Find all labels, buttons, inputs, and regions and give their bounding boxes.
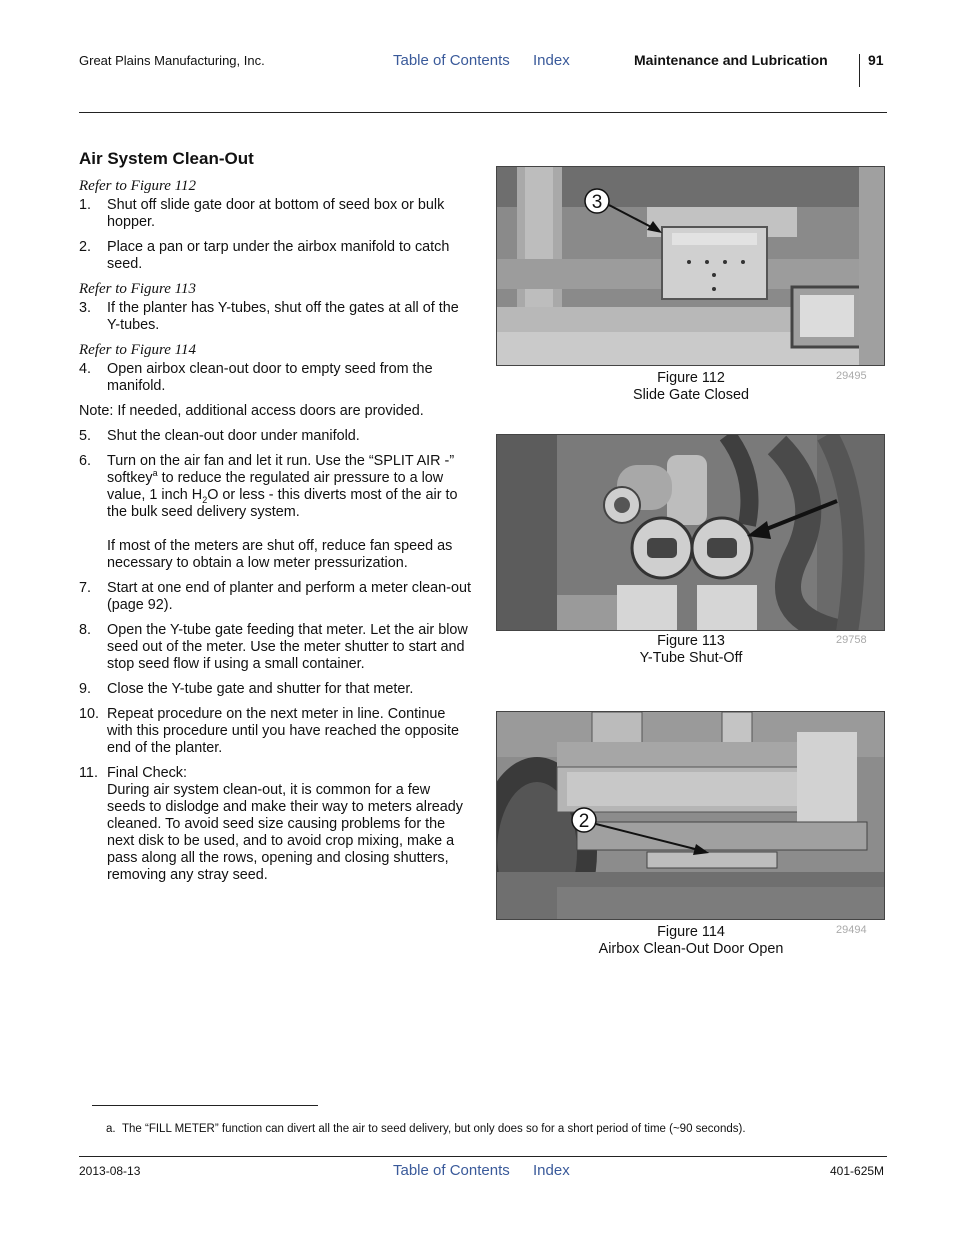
step-number: 7. [79, 580, 92, 596]
figure-112-callout: 3 [591, 192, 603, 213]
header-rule [79, 112, 887, 113]
step-text: Close the Y-tube gate and shutter for that meter. [107, 681, 414, 697]
step-text: Place a pan or tarp under the airbox manifold to catch seed. [107, 239, 450, 272]
figure-113-label: Figure 113 [657, 633, 725, 649]
step-number: 10. [79, 706, 100, 722]
figure-112-title: Slide Gate Closed [633, 387, 749, 403]
footnote [106, 1123, 746, 1135]
document-number: 401-625M [830, 1164, 885, 1178]
list-item [79, 622, 471, 673]
list-item [79, 706, 471, 757]
figure-112-number: 29495 [836, 370, 867, 382]
figure-112-photo [496, 166, 885, 366]
index-link[interactable]: Index [533, 52, 570, 69]
step-text: Repeat procedure on the next meter in line. Continue with this procedure until you have reached the opposite end of the planter. [107, 706, 459, 756]
footnote-letter: a. [106, 1123, 116, 1135]
step-number: 6. [79, 453, 92, 469]
list-item [79, 580, 471, 614]
step-text: During air system clean-out, it is common for a few seeds to dislodge and make their way to meters already cleaned. To avoid seed size causing problems for the next disk to be used, and to avoid crop mixing, make a pass along all the rows, opening and closing shutters, removing any stray seed. [107, 782, 463, 883]
page-title: Air System Clean-Out [79, 149, 254, 168]
list-item [79, 428, 471, 445]
list-item [79, 681, 471, 698]
step-text: Shut the clean-out door under manifold. [107, 428, 360, 444]
step-text: Turn on the air fan and let it run. Use the “SPLIT AIR -” softkey$^a$ to reduce the regulated air pressure to a low value, 1 inch $H_2O$ or less - this diverts most of the air to the bulk seed delivery system. [107, 453, 458, 520]
footnote-rule [92, 1105, 318, 1106]
step-number: 1. [79, 197, 92, 213]
step-number: 3. [79, 300, 92, 316]
page-number: 91 [868, 52, 884, 68]
list-item [79, 361, 471, 395]
figure-113-caption [496, 633, 886, 667]
footer-index-link[interactable]: Index [533, 1162, 570, 1179]
figure-reference[interactable]: Refer to Figure 113 [79, 281, 197, 297]
step-text: Open the Y-tube gate feeding that meter. Let the air blow seed out of the meter. Use the meter shutter to start and stop seed flow if using a small container. [107, 622, 468, 672]
figure-113-number: 29758 [836, 634, 867, 646]
figure-114-photo [496, 711, 885, 920]
step-text: Start at one end of planter and perform a meter clean-out (page 92). [107, 580, 471, 613]
figure-reference[interactable]: Refer to Figure 112 [79, 178, 197, 194]
footer-table-of-contents-link[interactable]: Table of Contents [393, 1162, 510, 1179]
figure-112-label: Figure 112 [657, 370, 725, 386]
step-number: 2. [79, 239, 92, 255]
step-number: 4. [79, 361, 92, 377]
figure-reference[interactable]: Refer to Figure 114 [79, 342, 197, 358]
note-text: Note: If needed, additional access doors are provided. [79, 403, 424, 419]
step-number: 11. [79, 765, 98, 781]
figure-114-label: Figure 114 [657, 924, 725, 940]
footer-rule [79, 1156, 887, 1157]
footnote-marker[interactable]: a [152, 468, 158, 479]
figure-114-caption [496, 924, 886, 958]
table-of-contents-link[interactable]: Table of Contents [393, 52, 510, 69]
step-text: If most of the meters are shut off, reduce fan speed as necessary to obtain a low meter pressurization. [107, 538, 453, 571]
list-item [79, 453, 471, 572]
figure-114-callout: 2 [578, 811, 590, 832]
header-divider [859, 54, 860, 87]
figure-114-number: 29494 [836, 924, 867, 936]
list-item [79, 765, 471, 884]
step-text: Shut off slide gate door at bottom of seed box or bulk hopper. [107, 197, 445, 230]
figure-113-photo [496, 434, 885, 631]
step-number: 5. [79, 428, 92, 444]
figure-114-title: Airbox Clean-Out Door Open [598, 941, 784, 957]
footnote-text: The “FILL METER” function can divert all the air to seed delivery, but only does so for a short period of time (~90 seconds). [121, 1123, 746, 1135]
step-text: If the planter has Y-tubes, shut off the gates at all of the Y-tubes. [107, 300, 459, 333]
step-number: 9. [79, 681, 92, 697]
list-item [79, 197, 471, 231]
list-item [79, 300, 471, 334]
step-number: 8. [79, 622, 92, 638]
step-text: Open airbox clean-out door to empty seed from the manifold. [107, 361, 433, 394]
procedure-column [79, 178, 471, 892]
figure-112-caption [496, 370, 886, 404]
footer-date: 2013-08-13 [79, 1164, 141, 1178]
section-title: Maintenance and Lubrication [634, 52, 828, 68]
company-name: Great Plains Manufacturing, Inc. [79, 53, 265, 68]
list-item [79, 239, 471, 273]
figure-113-title: Y-Tube Shut-Off [639, 650, 743, 666]
step-heading: Final Check: [107, 765, 187, 781]
